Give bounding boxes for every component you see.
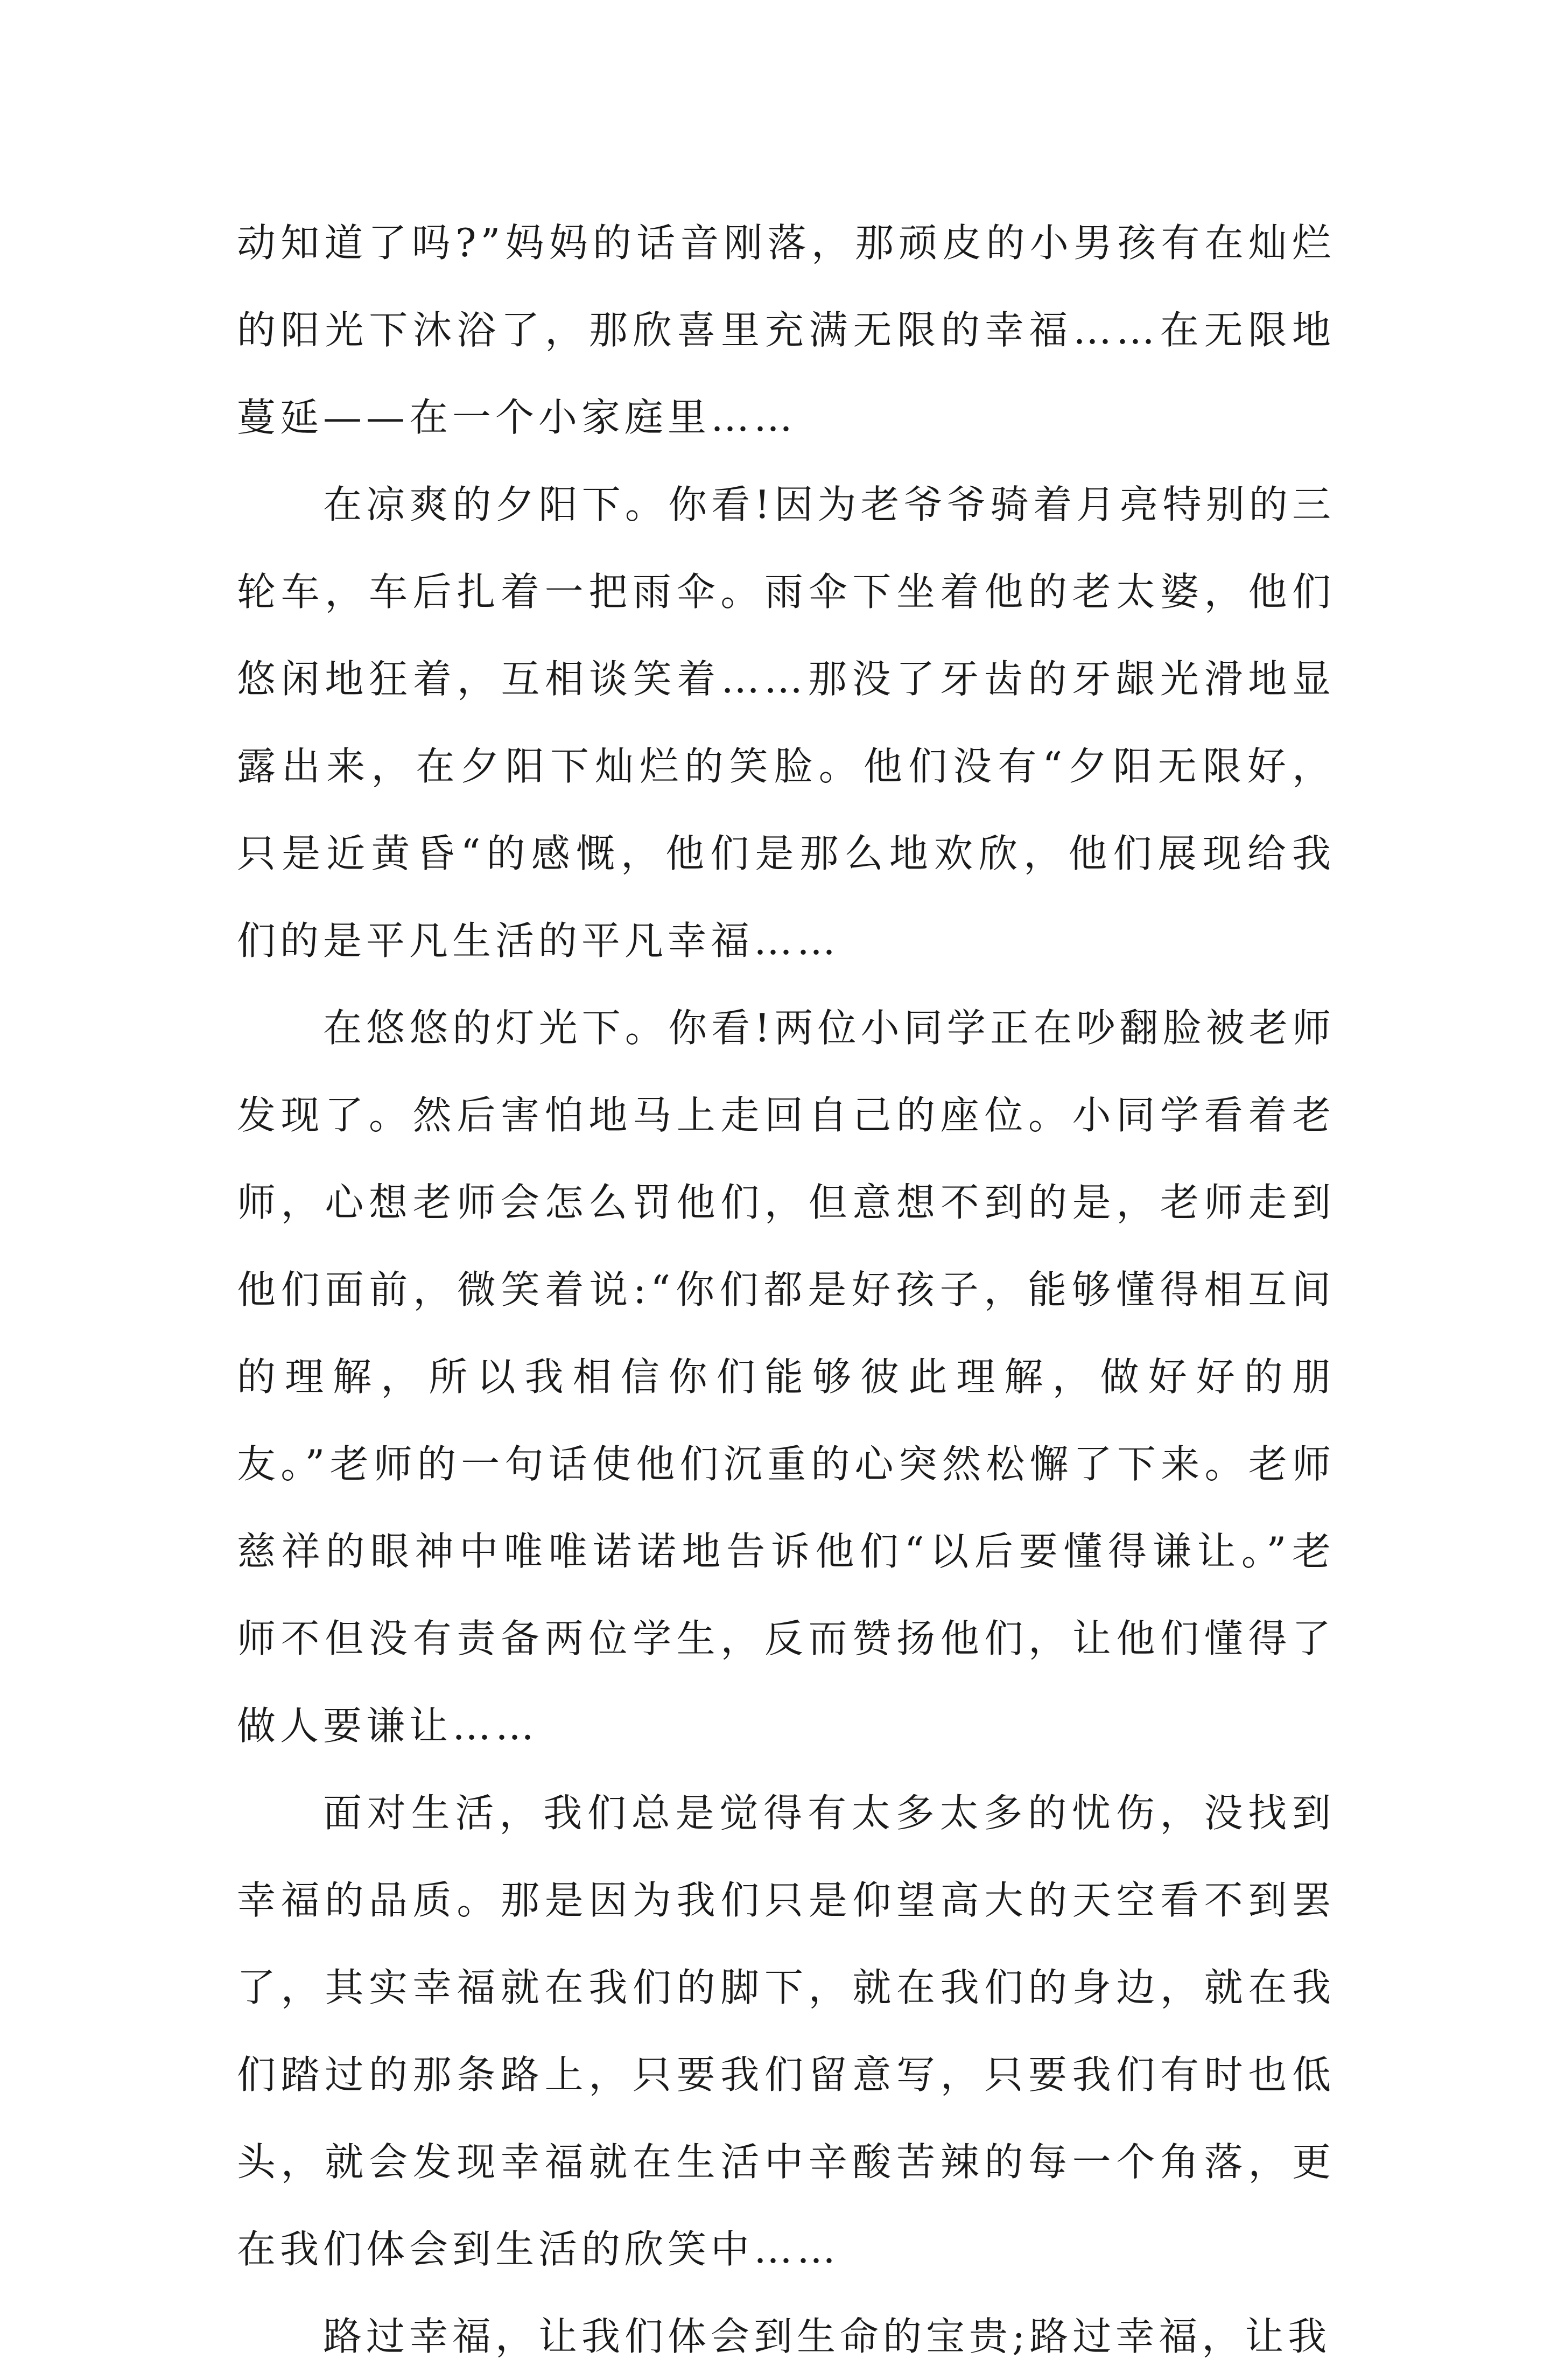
document-page [237, 199, 1335, 2380]
paragraph-2: 在凉爽的夕阳下。你看!因为老爷爷骑着月亮特别的三轮车，车后扎着一把雨伞。雨伞下坐着他的老太婆，他们悠闲地狂着，互相谈笑着……那没了牙齿的牙龈光滑地显露出来，在夕阳下灿烂的笑脸。他们没有“夕阳无限好，只是近黄昏“的感慨，他们是那么地欢欣，他们展现给我们的是平凡生活的平凡幸福…… [237, 482, 1335, 963]
paragraph-1: 动知道了吗?”妈妈的话音刚落，那顽皮的小男孩有在灿烂的阳光下沐浴了，那欣喜里充满无限的幸福……在无限地蔓延——在一个小家庭里…… [237, 220, 1335, 440]
paragraph-5: 路过幸福，让我们体会到生命的宝贵;路过幸福，让我 [323, 2314, 1331, 2359]
paragraph-4: 面对生活，我们总是觉得有太多太多的忧伤，没找到幸福的品质。那是因为我们只是仰望高大的天空看不到罢了，其实幸福就在我们的脚下，就在我们的身边，就在我们踏过的那条路上，只要我们留意写，只要我们有时也低头，就会发现幸福就在生活中辛酸苦辣的每一个角落，更在我们体会到生活的欣笑中…… [237, 1790, 1335, 2272]
paragraph-3: 在悠悠的灯光下。你看!两位小同学正在吵翻脸被老师发现了。然后害怕地马上走回自己的座位。小同学看着老师，心想老师会怎么罚他们，但意想不到的是，老师走到他们面前，微笑着说:“你们都是好孩子，能够懂得相互间的理解，所以我相信你们能够彼此理解，做好好的朋友。”老师的一句话使他们沉重的心突然松懈了下来。老师慈祥的眼神中唯唯诺诺地告诉他们“以后要懂得谦让。”老师不但没有责备两位学生，反而赞扬他们，让他们懂得了做人要谦让…… [237, 1005, 1335, 1748]
